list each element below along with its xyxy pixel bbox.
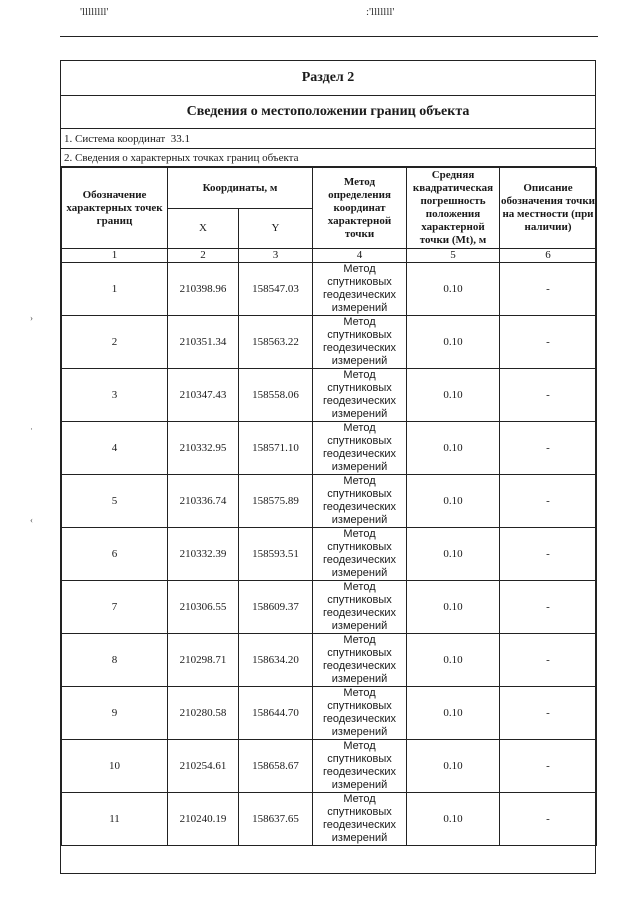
col-number-1: 1	[62, 249, 168, 263]
point-method: Метод спутниковых геодезических измерений	[313, 422, 407, 475]
point-method: Метод спутниковых геодезических измерений	[313, 263, 407, 316]
point-error: 0.10	[407, 793, 500, 846]
coord-system-value: 33.1	[170, 132, 190, 145]
point-method: Метод спутниковых геодезических измерений	[313, 316, 407, 369]
point-y: 158547.03	[239, 263, 313, 316]
point-description: -	[500, 475, 597, 528]
point-y: 158658.67	[239, 740, 313, 793]
points-table	[61, 167, 597, 846]
table-row	[62, 369, 597, 422]
col-y-header: Y	[239, 209, 313, 249]
col-error-header: Средняя квадратическая погрешность положения характерной точки (Mt), м	[407, 168, 500, 249]
point-id: 2	[62, 316, 168, 369]
point-x: 210240.19	[168, 793, 239, 846]
empty-footer-row	[61, 849, 595, 873]
boundary-sheet	[60, 60, 596, 874]
point-id: 11	[62, 793, 168, 846]
point-y: 158575.89	[239, 475, 313, 528]
point-error: 0.10	[407, 422, 500, 475]
point-description: -	[500, 422, 597, 475]
col-x-header: X	[168, 209, 239, 249]
point-id: 8	[62, 634, 168, 687]
col-designation-header: Обозначение характерных точек границ	[62, 168, 168, 249]
point-y: 158609.37	[239, 581, 313, 634]
header-rule	[60, 36, 598, 37]
barcode-marks-left: 'llllllll'	[80, 6, 109, 18]
point-error: 0.10	[407, 369, 500, 422]
point-error: 0.10	[407, 740, 500, 793]
point-description: -	[500, 740, 597, 793]
point-x: 210298.71	[168, 634, 239, 687]
point-id: 7	[62, 581, 168, 634]
point-y: 158637.65	[239, 793, 313, 846]
point-method: Метод спутниковых геодезических измерений	[313, 793, 407, 846]
point-y: 158571.10	[239, 422, 313, 475]
point-description: -	[500, 369, 597, 422]
table-row	[62, 634, 597, 687]
point-description: -	[500, 687, 597, 740]
col-number-2: 2	[168, 249, 239, 263]
point-description: -	[500, 634, 597, 687]
table-row	[62, 740, 597, 793]
point-description: -	[500, 528, 597, 581]
points-caption: 2. Сведения о характерных точках границ объекта	[61, 149, 595, 167]
point-method: Метод спутниковых геодезических измерений	[313, 475, 407, 528]
point-method: Метод спутниковых геодезических измерений	[313, 528, 407, 581]
point-id: 3	[62, 369, 168, 422]
table-row	[62, 422, 597, 475]
point-x: 210332.39	[168, 528, 239, 581]
table-row	[62, 581, 597, 634]
point-method: Метод спутниковых геодезических измерений	[313, 369, 407, 422]
coord-system-label: 1. Система координат	[64, 132, 166, 145]
point-x: 210332.95	[168, 422, 239, 475]
col-coords-header: Координаты, м	[168, 168, 313, 209]
table-row	[62, 528, 597, 581]
point-id: 9	[62, 687, 168, 740]
point-x: 210351.34	[168, 316, 239, 369]
point-y: 158644.70	[239, 687, 313, 740]
table-row	[62, 263, 597, 316]
point-method: Метод спутниковых геодезических измерений	[313, 634, 407, 687]
section-subtitle: Сведения о местоположении границ объекта	[61, 96, 595, 129]
point-x: 210347.43	[168, 369, 239, 422]
point-x: 210254.61	[168, 740, 239, 793]
point-x: 210398.96	[168, 263, 239, 316]
margin-mark: ‹	[30, 515, 33, 525]
section-title: Раздел 2	[61, 61, 595, 96]
point-method: Метод спутниковых геодезических измерений	[313, 687, 407, 740]
point-y: 158563.22	[239, 316, 313, 369]
point-error: 0.10	[407, 687, 500, 740]
table-row	[62, 316, 597, 369]
col-number-3: 3	[239, 249, 313, 263]
col-method-header: Метод определения координат характерной точки	[313, 168, 407, 249]
col-number-4: 4	[313, 249, 407, 263]
point-error: 0.10	[407, 634, 500, 687]
point-x: 210336.74	[168, 475, 239, 528]
point-y: 158593.51	[239, 528, 313, 581]
point-method: Метод спутниковых геодезических измерений	[313, 740, 407, 793]
point-error: 0.10	[407, 316, 500, 369]
margin-mark: ·	[30, 424, 33, 434]
point-id: 6	[62, 528, 168, 581]
col-number-6: 6	[500, 249, 597, 263]
barcode-marks-right: :'lllllll'	[366, 6, 395, 18]
table-row	[62, 793, 597, 846]
point-description: -	[500, 793, 597, 846]
point-description: -	[500, 316, 597, 369]
point-id: 5	[62, 475, 168, 528]
point-y: 158634.20	[239, 634, 313, 687]
point-id: 4	[62, 422, 168, 475]
point-description: -	[500, 263, 597, 316]
col-number-5: 5	[407, 249, 500, 263]
point-id: 1	[62, 263, 168, 316]
margin-mark: ›	[30, 313, 33, 323]
point-y: 158558.06	[239, 369, 313, 422]
point-error: 0.10	[407, 528, 500, 581]
point-method: Метод спутниковых геодезических измерений	[313, 581, 407, 634]
table-row	[62, 687, 597, 740]
point-error: 0.10	[407, 263, 500, 316]
point-id: 10	[62, 740, 168, 793]
coord-system-line	[61, 129, 595, 149]
point-error: 0.10	[407, 581, 500, 634]
point-x: 210280.58	[168, 687, 239, 740]
point-x: 210306.55	[168, 581, 239, 634]
table-row	[62, 475, 597, 528]
point-description: -	[500, 581, 597, 634]
col-description-header: Описание обозначения точки на местности (при наличии)	[500, 168, 597, 249]
point-error: 0.10	[407, 475, 500, 528]
